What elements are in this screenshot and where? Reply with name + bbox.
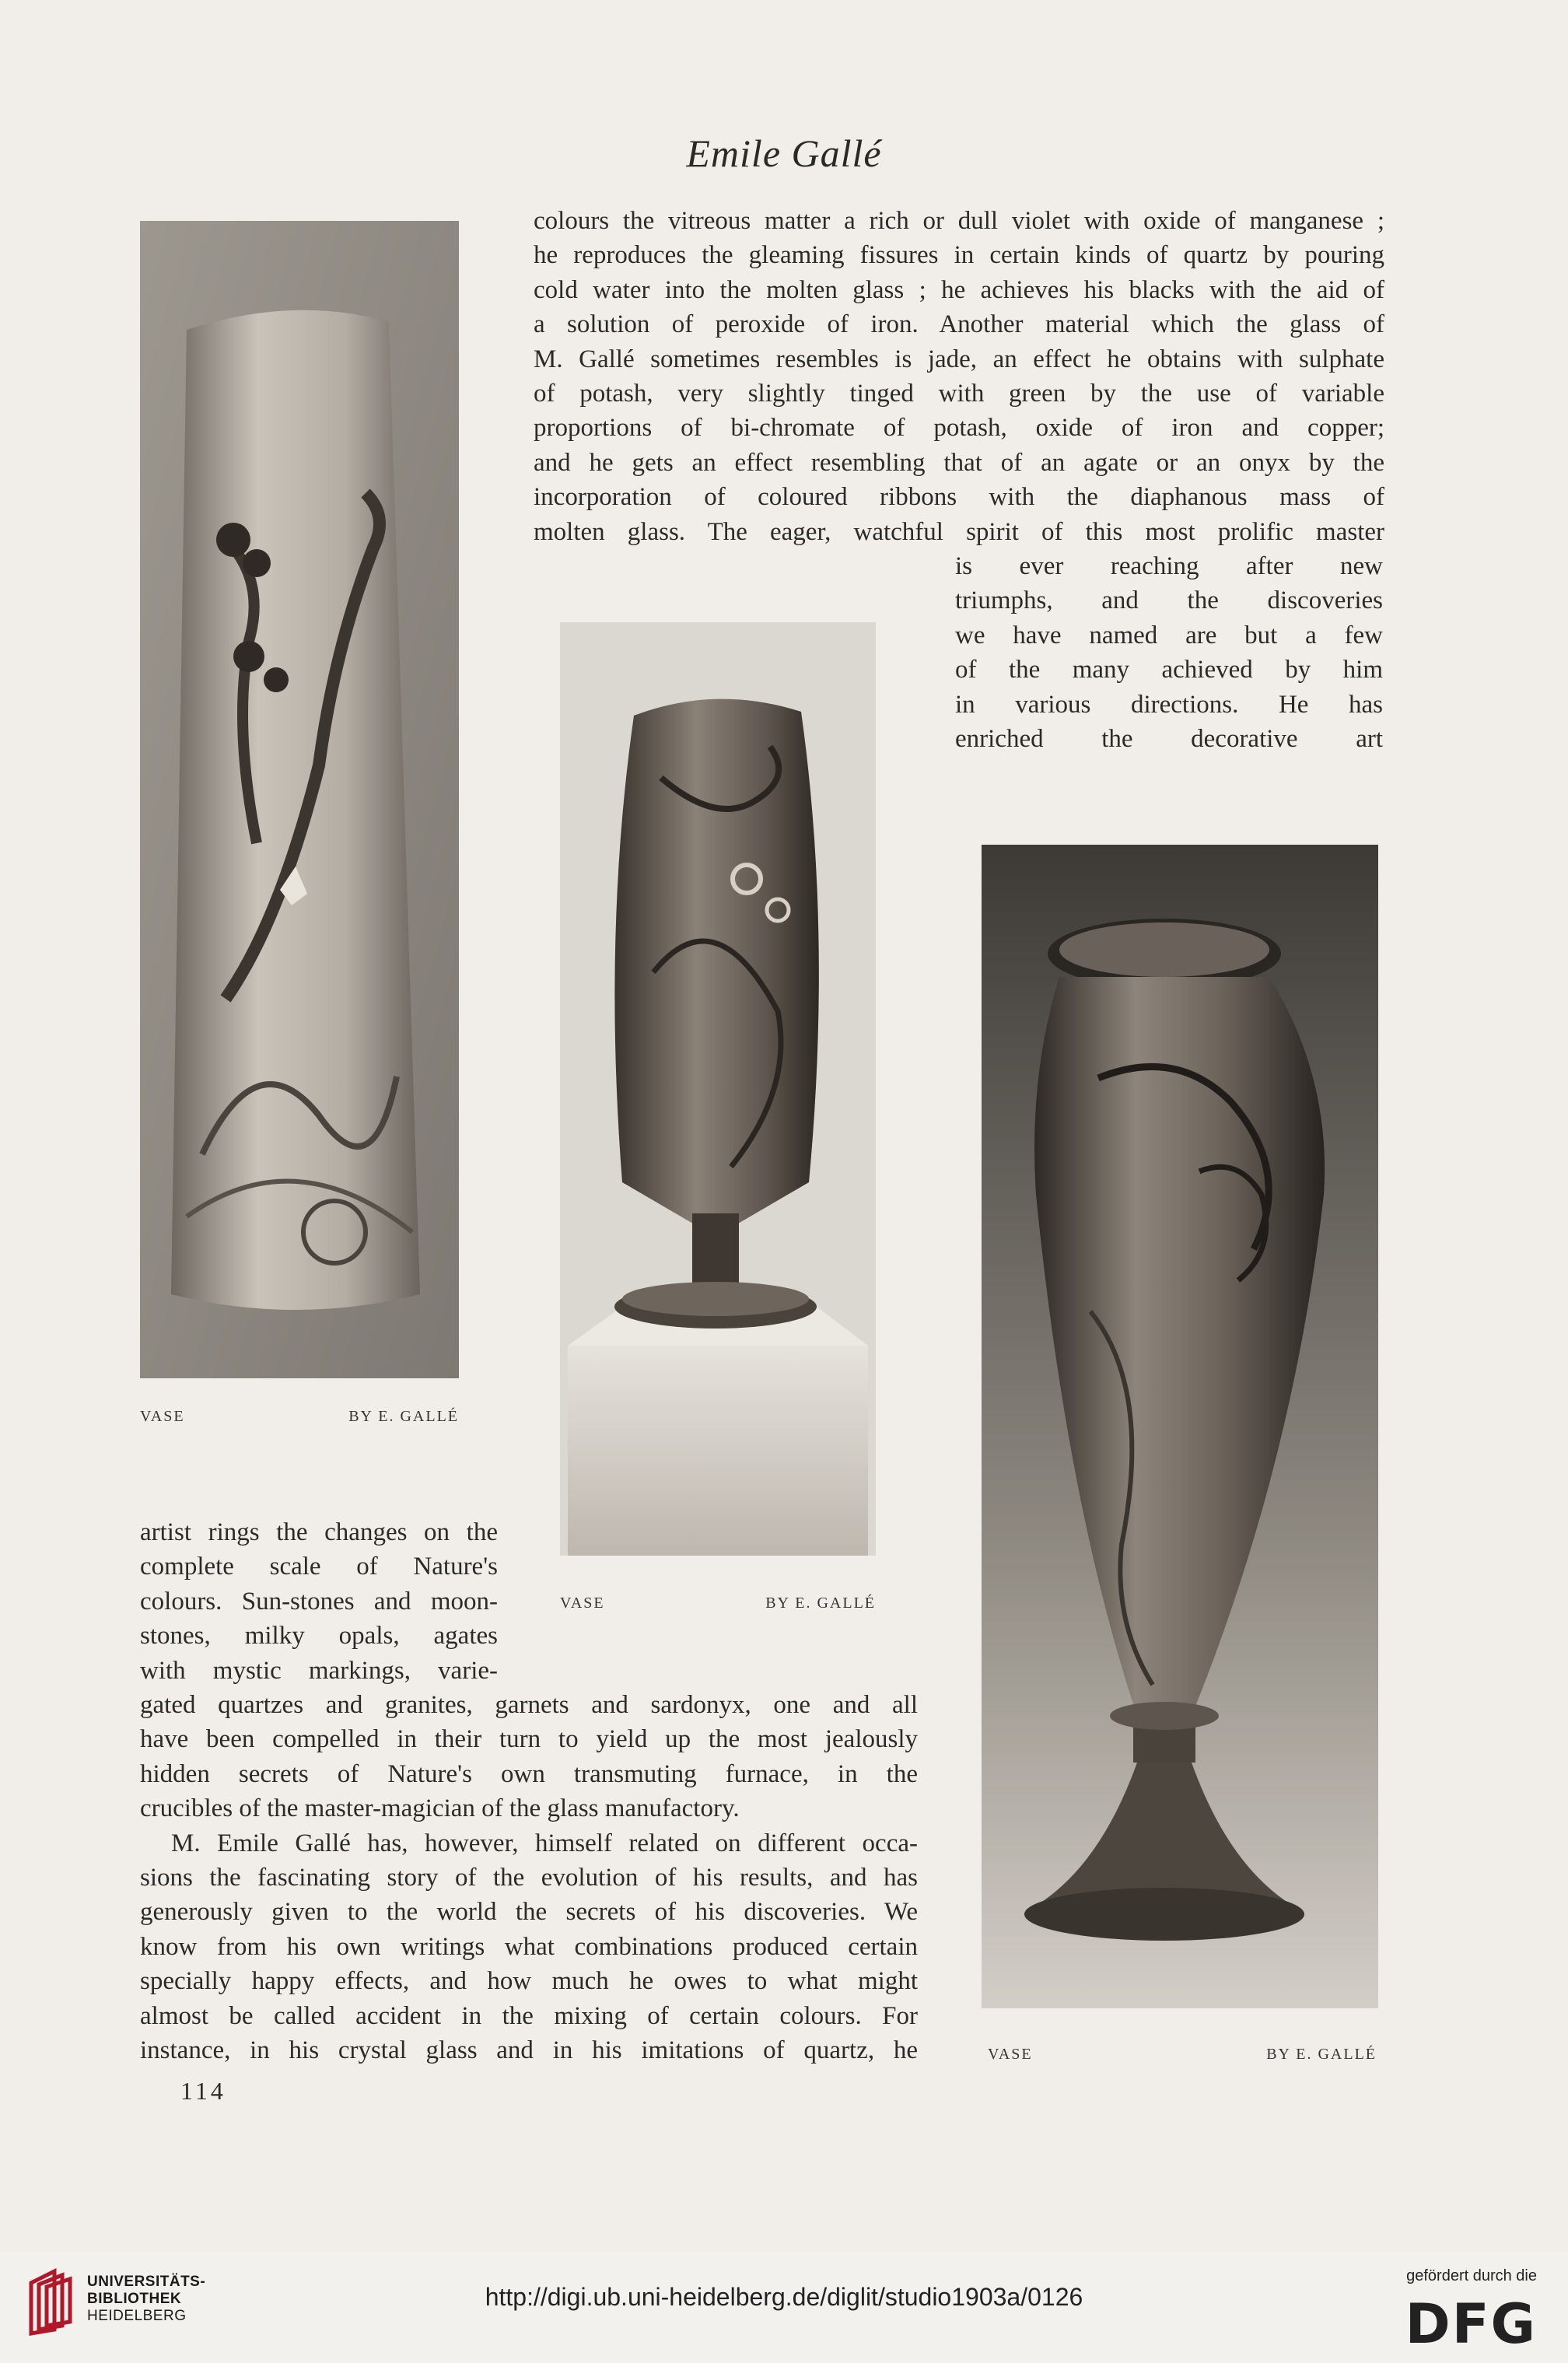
source-url-link[interactable]: http://digi.ub.uni-heidelberg.de/diglit/studio1903a/0126 [485, 2283, 1083, 2311]
text-line: colours. Sun-stones and moon- [140, 1587, 498, 1616]
vase-right-image [982, 845, 1378, 2008]
library-name-line1: UNIVERSITÄTS- [87, 2274, 206, 2290]
text-line: have been compelled in their turn to yield up the most jealously [140, 1725, 918, 1754]
caption-left-credit: BY E. GALLÉ [348, 1408, 459, 1425]
text-line: and he gets an effect resembling that of an agate or an onyx by the [534, 448, 1384, 477]
text-line: proportions of bi-chromate of potash, oxide of iron and copper; [534, 414, 1384, 443]
funder-text: gefördert durch die [1406, 2267, 1537, 2284]
text-line: of potash, very slightly tinged with green by the use of variable [534, 379, 1384, 408]
caption-center-credit: BY E. GALLÉ [765, 1595, 876, 1612]
text-line: cold water into the molten glass ; he achieves his blacks with the aid of [534, 275, 1384, 304]
text-line: enriched the decorative art [955, 724, 1383, 753]
text-line: colours the vitreous matter a rich or dull violet with oxide of manganese ; [534, 207, 1384, 235]
photo-vase-left [140, 221, 459, 1378]
footer-bar [0, 2252, 1568, 2363]
body-text-top [534, 204, 1384, 549]
text-line: we have named are but a few [955, 621, 1383, 649]
text-line: incorporation of coloured ribbons with the diaphanous mass of [534, 483, 1384, 512]
caption-right [988, 2046, 1377, 2064]
text-line: M. Emile Gallé has, however, himself related on different occa- [171, 1829, 918, 1857]
photo-vase-center [560, 622, 876, 1556]
text-line: instance, in his crystal glass and in his imitations of quartz, he [140, 2036, 918, 2064]
vase-center-image [560, 622, 876, 1556]
text-line: generously given to the world the secrets of his discoveries. We [140, 1898, 918, 1927]
caption-left [140, 1408, 459, 1426]
text-line: hidden secrets of Nature's own transmuting furnace, in the [140, 1759, 918, 1788]
text-line: with mystic markings, varie- [140, 1656, 498, 1685]
text-line: of the many achieved by him [955, 656, 1383, 684]
text-line: artist rings the changes on the [140, 1518, 498, 1546]
text-line: he reproduces the gleaming fissures in certain kinds of quartz by pouring [534, 241, 1384, 270]
text-line: sions the fascinating story of the evolution of his results, and has [140, 1863, 918, 1892]
library-name-line3: HEIDELBERG [87, 2308, 187, 2324]
caption-center [560, 1595, 876, 1612]
text-line: crucibles of the master-magician of the glass manufactory. [140, 1794, 740, 1823]
caption-right-credit: BY E. GALLÉ [1266, 2046, 1377, 2063]
body-text-right [955, 549, 1383, 756]
text-line: M. Gallé sometimes resembles is jade, an effect he obtains with sulphate [534, 345, 1384, 373]
text-line: specially happy effects, and how much he owes to what might [140, 1967, 918, 1996]
vase-left-image [140, 221, 459, 1378]
page-number: 114 [180, 2077, 226, 2105]
body-text-left [140, 1515, 498, 1688]
dfg-logo: DFG [1405, 2292, 1537, 2356]
text-line: triumphs, and the discoveries [955, 586, 1383, 615]
text-line: gated quartzes and granites, garnets and sardonyx, one and all [140, 1691, 918, 1719]
text-line: complete scale of Nature's [140, 1553, 498, 1581]
caption-right-label: VASE [988, 2046, 1033, 2063]
caption-center-label: VASE [560, 1595, 605, 1612]
text-line: a solution of peroxide of iron. Another material which the glass of [534, 310, 1384, 339]
text-line: molten glass. The eager, watchful spirit of this most prolific master [534, 517, 1384, 546]
text-line: almost be called accident in the mixing of certain colours. For [140, 2001, 918, 2030]
text-line: know from his own writings what combinations produced certain [140, 1932, 918, 1961]
library-name-line2: BIBLIOTHEK [87, 2291, 182, 2307]
text-line: stones, milky opals, agates [140, 1622, 498, 1651]
caption-left-label: VASE [140, 1408, 185, 1425]
photo-vase-right [982, 845, 1378, 2008]
running-title: Emile Gallé [686, 131, 882, 175]
text-line: in various directions. He has [955, 690, 1383, 719]
text-line: is ever reaching after new [955, 552, 1383, 580]
body-text-bottom [140, 1688, 918, 2067]
